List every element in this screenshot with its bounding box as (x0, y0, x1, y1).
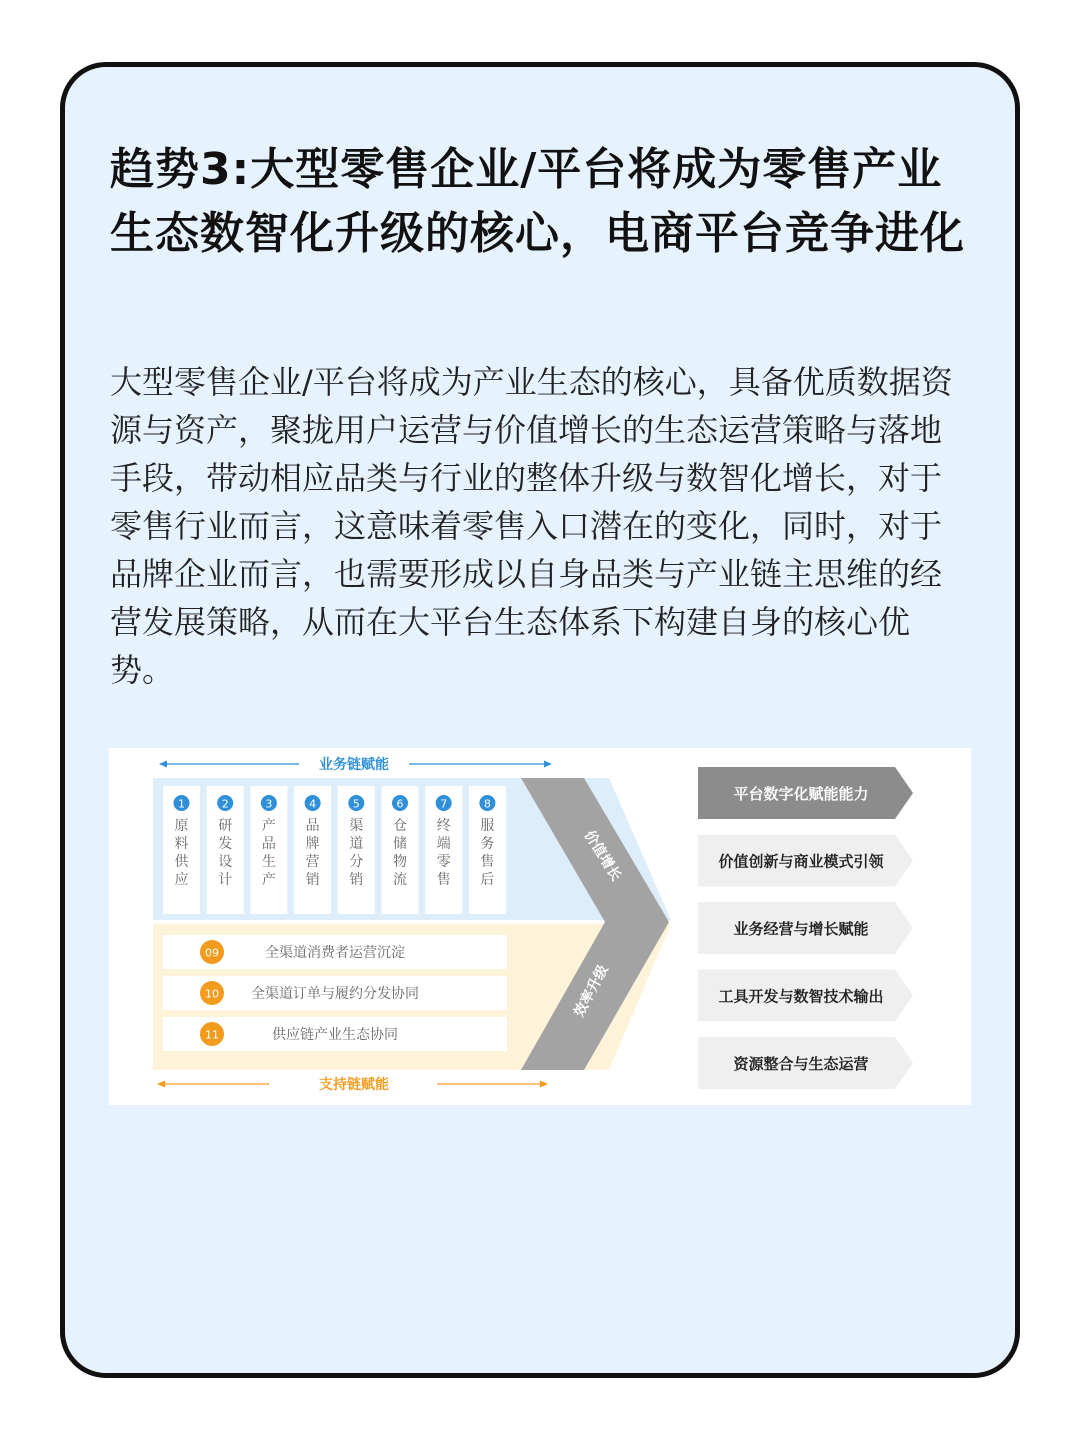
step-label-char: 牌 (305, 836, 320, 852)
arrow-left-icon (159, 761, 167, 768)
step-label-char: 物 (393, 854, 407, 870)
step-number: 2 (221, 797, 229, 811)
arrow-right-icon (544, 761, 552, 768)
business-step (250, 786, 287, 914)
step-label-char: 生 (261, 854, 276, 870)
capability-label: 价值创新与商业模式引领 (718, 852, 884, 871)
step-label-char: 研 (218, 818, 233, 834)
step-label-char: 料 (174, 836, 189, 852)
step-label-char: 计 (218, 872, 233, 888)
bottom-axis-label: 支持链赋能 (319, 1077, 389, 1093)
business-step (469, 786, 506, 914)
step-number: 1 (178, 797, 185, 811)
capability-item (698, 902, 913, 954)
step-label-char: 服 (480, 818, 495, 834)
capability-item (698, 970, 913, 1022)
support-number: 09 (205, 946, 219, 960)
body-paragraph: 大型零售企业/平台将成为产业生态的核心，具备优质数据资源与资产，聚拢用户运营与价值增长的生态运营策略与落地手段，带动相应品类与行业的整体升级与数智化增长，对于零售行业而言，这意味着零售入口潜在的变化，同时，对于品牌企业而言，也需要形成以自身品类与产业链主思维的经营发展策略，从而在大平台生态体系下构建自身的核心优势。 (110, 363, 953, 689)
step-label-char: 产 (261, 872, 276, 888)
step-label-char: 产 (261, 818, 276, 834)
step-label-char: 后 (480, 872, 495, 888)
step-label-char: 仓 (393, 818, 407, 834)
support-row (163, 935, 507, 969)
step-label-char: 销 (305, 872, 320, 888)
capability-item (698, 835, 913, 887)
step-label-char: 营 (305, 854, 320, 870)
step-label-char: 储 (393, 836, 407, 852)
support-label: 全渠道订单与履约分发协同 (251, 986, 419, 1002)
support-label: 供应链产业生态协同 (272, 1027, 398, 1043)
step-label-char: 品 (305, 818, 320, 834)
step-label-char: 售 (436, 872, 451, 888)
step-label-char: 原 (174, 818, 189, 834)
business-step (382, 786, 419, 914)
step-label-char: 终 (436, 818, 451, 834)
support-label: 全渠道消费者运营沉淀 (265, 945, 405, 961)
step-label-char: 应 (174, 872, 189, 888)
arrow-right-icon (540, 1081, 548, 1088)
step-label-char: 务 (480, 836, 495, 852)
support-row (163, 1017, 507, 1051)
business-step (294, 786, 331, 914)
page-title: 趋势3:大型零售企业/平台将成为零售产业生态数智化升级的核心，电商平台竞争进化 (110, 144, 965, 259)
step-label-char: 供 (174, 854, 189, 870)
step-label-char: 流 (393, 872, 407, 888)
step-number: 4 (309, 797, 317, 811)
capability-label: 平台数字化赋能能力 (733, 785, 869, 803)
step-label-char: 发 (218, 836, 233, 852)
step-number: 6 (396, 797, 404, 811)
step-label-char: 销 (349, 872, 364, 888)
support-row (163, 976, 507, 1010)
business-step (338, 786, 375, 914)
capability-item (698, 1037, 913, 1089)
step-number: 7 (440, 797, 448, 811)
business-step (425, 786, 462, 914)
business-step (163, 786, 200, 914)
step-number: 5 (352, 797, 360, 811)
arrow-label-lower: 效率升级 (571, 962, 612, 1020)
top-axis-label: 业务链赋能 (319, 757, 389, 773)
step-label-char: 分 (349, 854, 364, 870)
value-chain-diagram (109, 748, 971, 1105)
capability-label: 业务经营与增长赋能 (733, 920, 869, 938)
capability-label: 资源整合与生态运营 (733, 1055, 869, 1073)
capability-label: 工具开发与数智技术输出 (718, 987, 884, 1006)
arrow-label-upper: 价值增长 (580, 827, 625, 884)
step-number: 3 (265, 797, 273, 811)
step-label-char: 设 (218, 854, 233, 870)
support-number: 11 (205, 1028, 219, 1042)
step-label-char: 端 (436, 836, 451, 852)
capability-list (698, 767, 913, 1089)
business-step (207, 786, 244, 914)
capability-item (698, 767, 913, 819)
support-chain (163, 935, 507, 1051)
step-label-char: 道 (349, 836, 364, 852)
support-number: 10 (205, 987, 219, 1001)
step-number: 8 (483, 797, 491, 811)
step-label-char: 售 (480, 854, 495, 870)
step-label-char: 零 (436, 854, 451, 870)
arrow-left-icon (157, 1081, 165, 1088)
step-label-char: 渠 (349, 818, 364, 834)
step-label-char: 品 (261, 836, 276, 852)
